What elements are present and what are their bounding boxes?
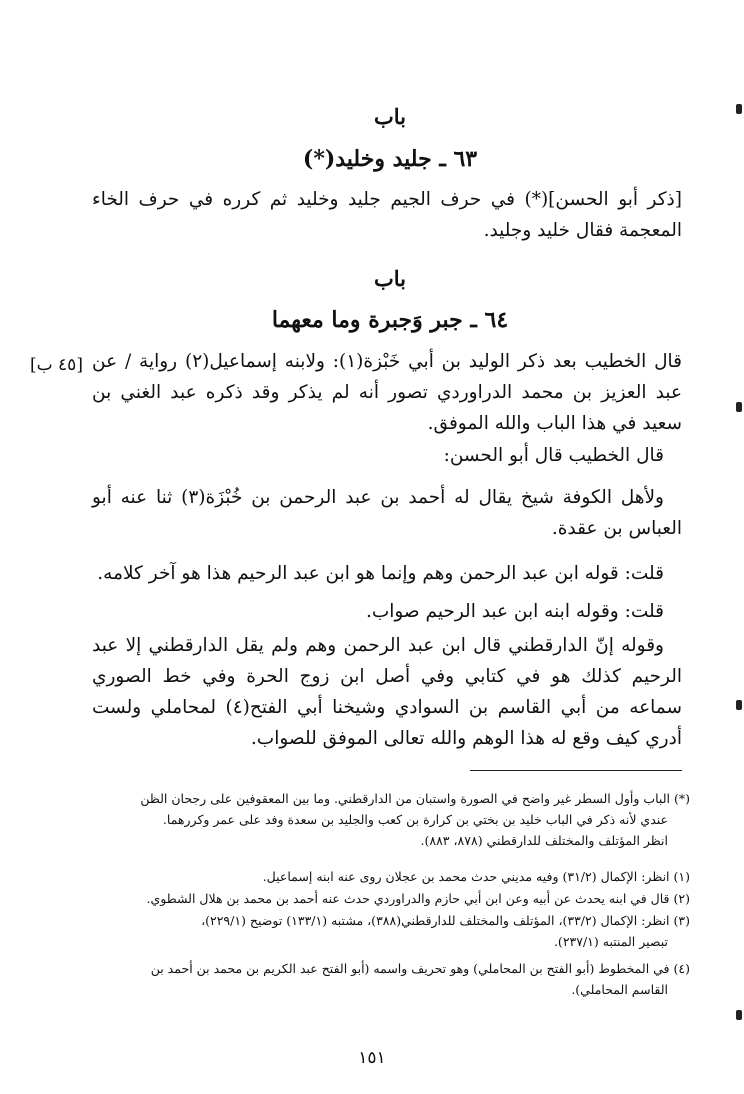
footnote-4 bbox=[92, 958, 690, 1000]
footnote-2: (٢) قال في ابنه يحدث عن أبيه وعن ابن أبي حازم والدراوردي حدث عنه أحمد بن محمد بن هلال الشطوي. bbox=[146, 891, 690, 906]
paragraph-1: [ذكر أبو الحسن](*) في حرف الجيم جليد وخليد ثم كرره في حرف الخاء المعجمة فقال خليد وجليد. bbox=[92, 189, 682, 241]
footnote-star-marker: (*) bbox=[673, 791, 690, 806]
paragraph-7: وقوله إنّ الدارقطني قال ابن عبد الرحمن وهم ولم يقل الدارقطني إلا عبد الرحيم كذلك هو في كتابي وفي أصل ابن زوج الحرة وفي خط الصوري سماعه من أبي القاسم بن السوادي وشيخنا أبي الفتح(٤) لمحاملي ولست أدري كيف وقع له هذا الوهم والله تعالى الموفق للصواب. bbox=[92, 635, 682, 749]
paragraph-4: ولأهل الكوفة شيخ يقال له أحمد بن عبد الرحمن بن خُبْزَة(٣) ثنا عنه أبو العباس بن عقدة. bbox=[92, 487, 682, 539]
footnote-star-line-1: الباب وأول السطر غير واضح في الصورة واستبان من الدارقطني. وما بين المعقوفين على رجحان الظن bbox=[140, 791, 670, 806]
footnote-star bbox=[92, 788, 690, 851]
paragraph-3: قال الخطيب قال أبو الحسن: bbox=[443, 445, 664, 466]
footnote-3 bbox=[92, 910, 690, 952]
footnote-4-line-1: (٤) في المخطوط (أبو الفتح بن المحاملي) وهو تحريف واسمه (أبو الفتح عبد الكريم بن محمد بن أحمد بن bbox=[150, 961, 690, 976]
chapter-title-64: ٦٤ ـ جبر وَجبرة وما معهما bbox=[271, 307, 509, 333]
scan-edge-mark bbox=[736, 700, 742, 710]
section-label-bab: باب bbox=[373, 104, 406, 129]
paragraph-2: قال الخطيب بعد ذكر الوليد بن أبي خَبْزة(١): ولابنه إسماعيل(٢) رواية / عن عبد العزيز بن محمد الدراوردي تصور أنه لم يذكر وقد ذكره عبد الغني بن سعيد في هذا الباب والله الموفق. bbox=[92, 351, 682, 434]
footnote-3-line-1: (٣) انظر: الإكمال (٣٣/٢)، المؤتلف والمختلف للدارقطني(٣٨٨)، مشتبه (١٣٣/١) توضيح (٢٢٩/١)، bbox=[201, 913, 690, 928]
scan-edge-mark bbox=[736, 1010, 742, 1020]
scan-edge-mark bbox=[736, 402, 742, 412]
paragraph-5: قلت: قوله ابن عبد الرحمن وهم وإنما هو ابن عبد الرحيم هذا هو آخر كلامه. bbox=[97, 563, 664, 584]
footnote-4-line-2: القاسم المحاملي). bbox=[571, 982, 668, 997]
margin-folio-note: [٤٥ ب] bbox=[30, 355, 83, 375]
footnote-1: (١) انظر: الإكمال (٣١/٢) وفيه مديني حدث محمد بن عجلان روى عنه ابنه إسماعيل. bbox=[262, 869, 690, 884]
section-label-bab-2: باب bbox=[373, 266, 406, 291]
footnote-3-line-2: تبصير المنتبه (٢٣٧/١). bbox=[553, 934, 668, 949]
footnote-separator bbox=[470, 770, 682, 771]
footnote-star-line-2: عندي لأنه ذكر في الباب خليد بن بختي بن كرارة بن كعب والجليد بن سعدة وفد على عمر وكررهما. bbox=[162, 812, 668, 827]
footnote-star-line-3: انظر المؤتلف والمختلف للدارقطني (٨٧٨، ٨٨٣). bbox=[420, 833, 668, 848]
scan-edge-mark bbox=[736, 104, 742, 114]
chapter-title-63: ٦٣ ـ جليد وخليد(*) bbox=[302, 146, 478, 172]
paragraph-6: قلت: وقوله ابنه ابن عبد الرحيم صواب. bbox=[365, 601, 664, 622]
page-number: ١٥١ bbox=[358, 1048, 386, 1068]
